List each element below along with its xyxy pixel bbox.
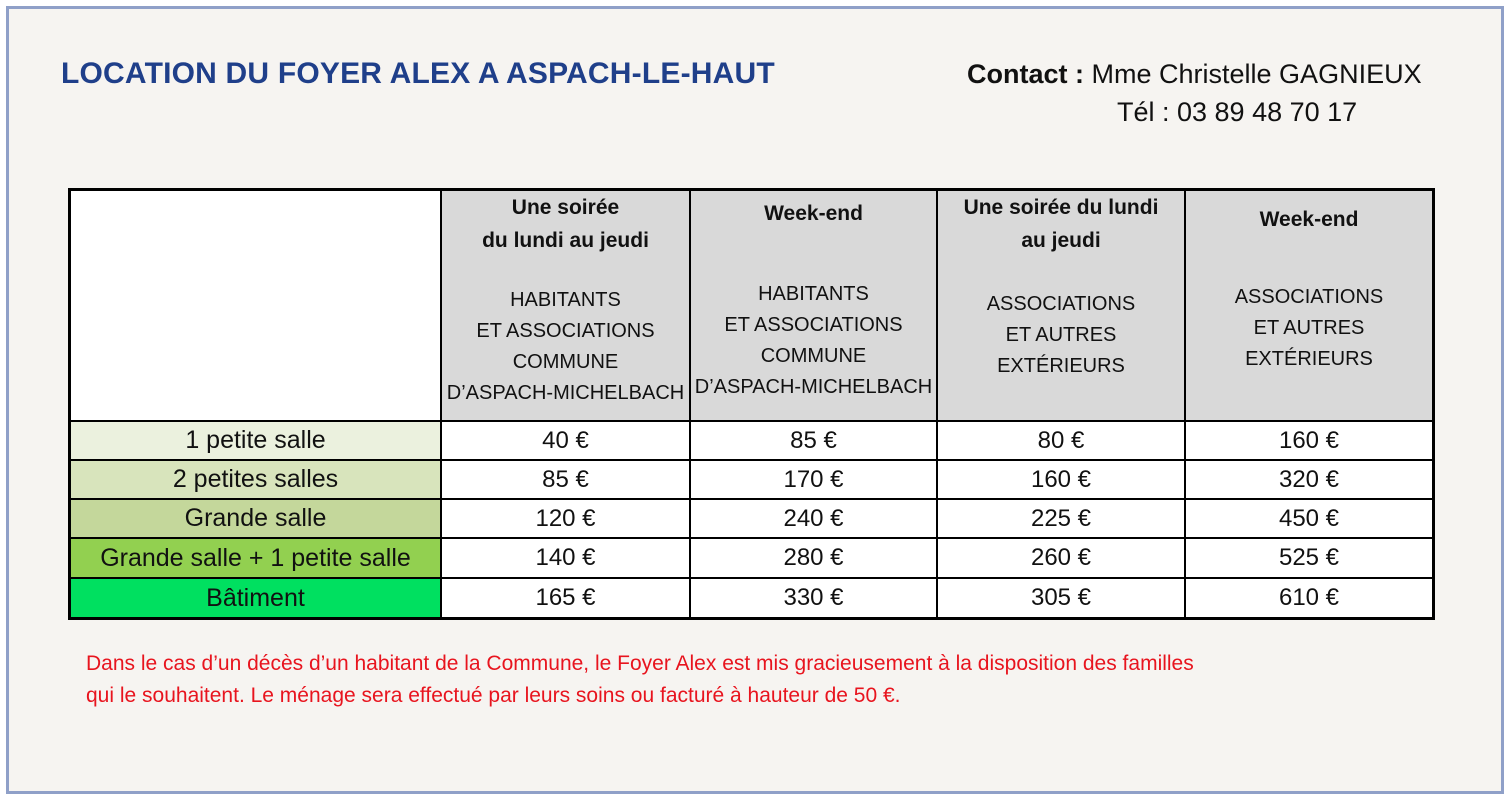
- price-cell: 450 €: [1185, 499, 1434, 538]
- price-cell: 80 €: [937, 421, 1185, 460]
- bereavement-note: [86, 648, 1446, 712]
- row-label: 2 petites salles: [70, 460, 442, 499]
- price-cell: 85 €: [441, 460, 690, 499]
- price-cell: 610 €: [1185, 578, 1434, 619]
- column-header-1: Une soirée du lundi au jeudi HABITANTS ET ASSOCIATIONS COMMUNE D’ASPACH-MICHELBACH: [441, 190, 690, 422]
- row-label: Bâtiment: [70, 578, 442, 619]
- price-cell: 140 €: [441, 538, 690, 578]
- page-title: LOCATION DU FOYER ALEX A ASPACH-LE-HAUT: [61, 57, 775, 90]
- row-label: 1 petite salle: [70, 421, 442, 460]
- price-cell: 260 €: [937, 538, 1185, 578]
- rates-table: [68, 188, 1435, 620]
- table-row: [70, 460, 1434, 499]
- column-header-3: Une soirée du lundi au jeudi ASSOCIATIONS ET AUTRES EXTÉRIEURS: [937, 190, 1185, 422]
- column-header-4: Week-end ASSOCIATIONS ET AUTRES EXTÉRIEURS: [1185, 190, 1434, 422]
- table-row: [70, 499, 1434, 538]
- price-cell: 225 €: [937, 499, 1185, 538]
- price-cell: 40 €: [441, 421, 690, 460]
- contact-label: Contact :: [967, 59, 1084, 89]
- table-row: [70, 421, 1434, 460]
- rates-body: [70, 421, 1434, 619]
- table-row: [70, 538, 1434, 578]
- note-line-2: qui le souhaitent. Le ménage sera effectué par leurs soins ou facturé à hauteur de 50 €.: [86, 684, 901, 707]
- price-cell: 280 €: [690, 538, 937, 578]
- contact-phone: Tél : 03 89 48 70 17: [1117, 97, 1358, 127]
- price-cell: 120 €: [441, 499, 690, 538]
- price-cell: 165 €: [441, 578, 690, 619]
- price-cell: 525 €: [1185, 538, 1434, 578]
- price-cell: 320 €: [1185, 460, 1434, 499]
- price-cell: 170 €: [690, 460, 937, 499]
- corner-cell: [70, 190, 442, 422]
- price-cell: 160 €: [937, 460, 1185, 499]
- header-row: [70, 190, 1434, 422]
- price-cell: 330 €: [690, 578, 937, 619]
- price-cell: 240 €: [690, 499, 937, 538]
- price-cell: 160 €: [1185, 421, 1434, 460]
- price-cell: 85 €: [690, 421, 937, 460]
- contact-line: [967, 59, 1422, 90]
- column-header-2: Week-end HABITANTS ET ASSOCIATIONS COMMUNE D’ASPACH-MICHELBACH: [690, 190, 937, 422]
- table-row: [70, 578, 1434, 619]
- price-cell: 305 €: [937, 578, 1185, 619]
- contact-name: Mme Christelle GAGNIEUX: [1091, 59, 1422, 89]
- note-line-1: Dans le cas d’un décès d’un habitant de la Commune, le Foyer Alex est mis gracieusement à la disposition des familles: [86, 652, 1194, 675]
- row-label: Grande salle + 1 petite salle: [70, 538, 442, 578]
- row-label: Grande salle: [70, 499, 442, 538]
